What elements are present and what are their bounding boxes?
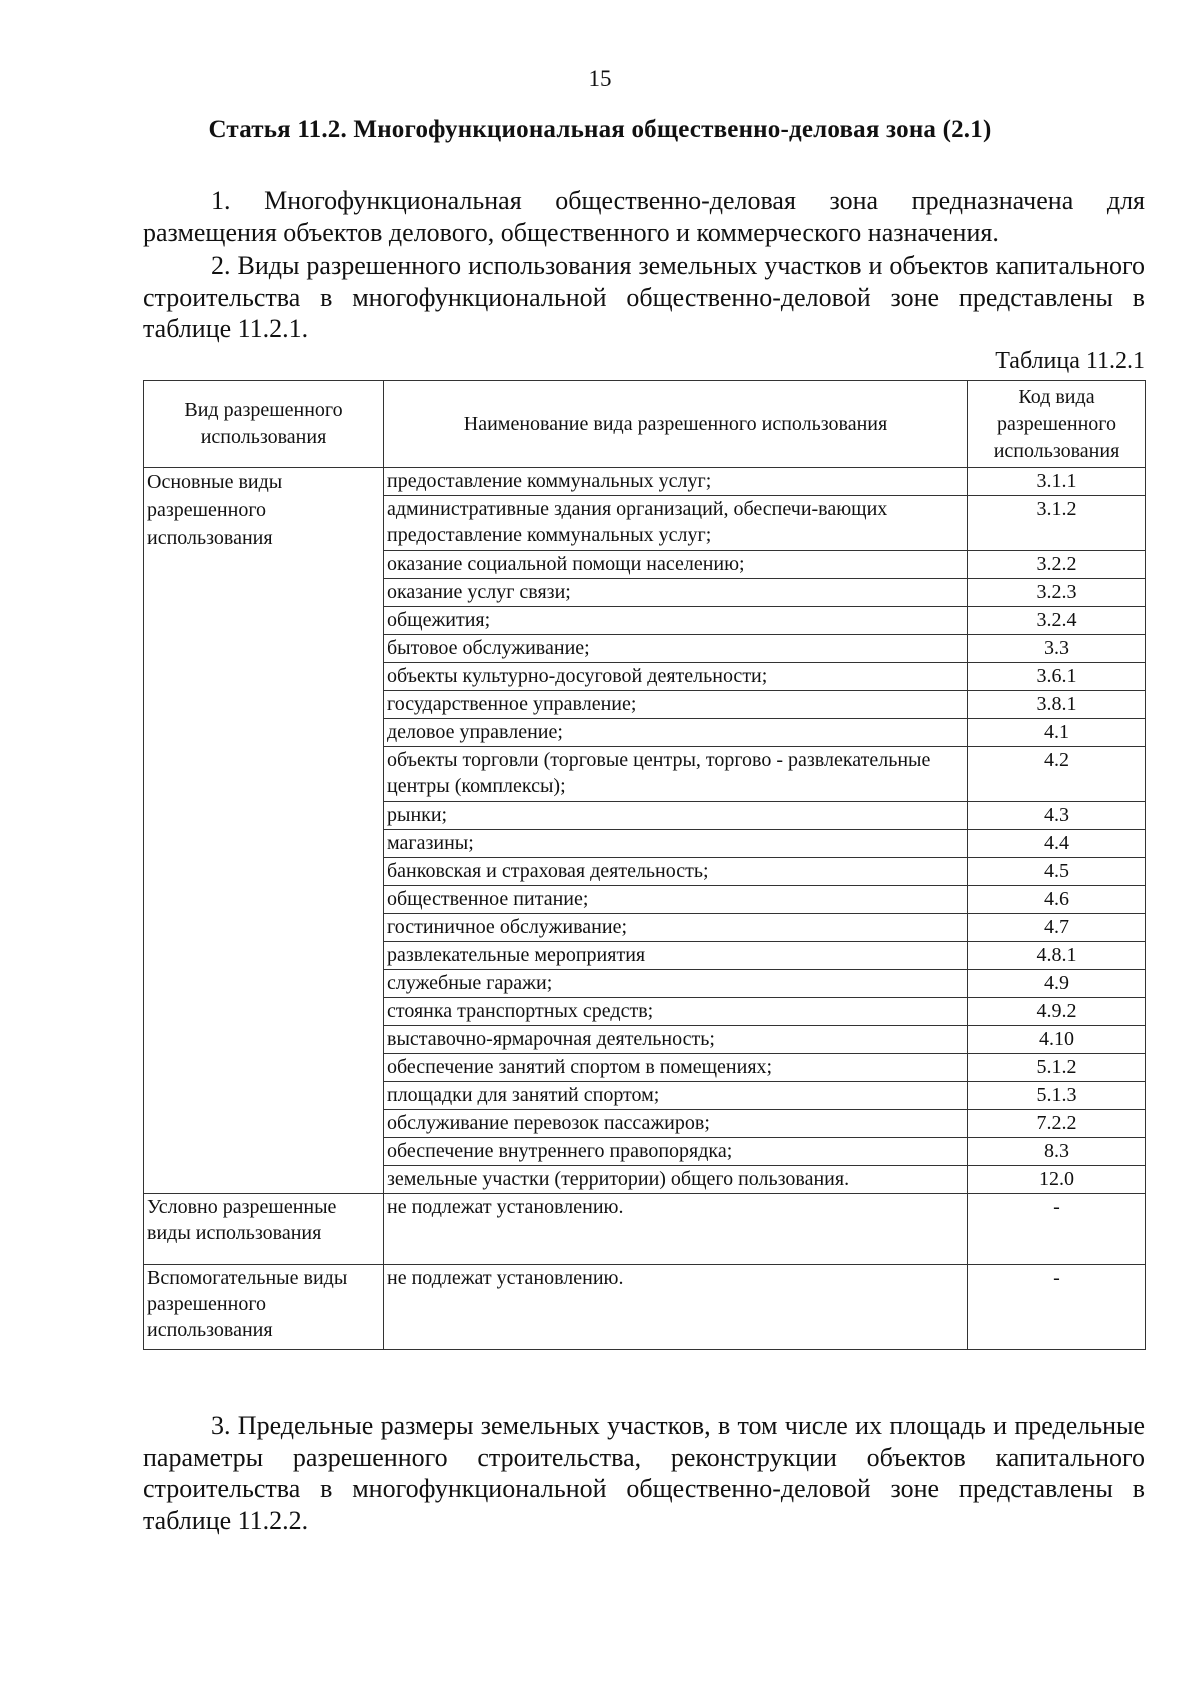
use-code-cell: 4.10 — [968, 1026, 1146, 1054]
use-name-cell: не подлежат установлению. — [384, 1194, 968, 1265]
use-code-cell: 4.9.2 — [968, 998, 1146, 1026]
use-name-cell: обслуживание перевозок пассажиров; — [384, 1110, 968, 1138]
use-code-cell: 4.9 — [968, 970, 1146, 998]
use-code-cell: 4.6 — [968, 886, 1146, 914]
table-row — [144, 468, 1146, 496]
use-code-cell: 4.3 — [968, 802, 1146, 830]
use-name-cell: общественное питание; — [384, 886, 968, 914]
use-name-cell: магазины; — [384, 830, 968, 858]
table-header-row — [144, 381, 1146, 468]
use-name-cell: объекты культурно-досуговой деятельности; — [384, 663, 968, 691]
use-name-cell: государственное управление; — [384, 691, 968, 719]
table-row — [144, 1265, 1146, 1350]
group-main-uses: Основные виды разрешенного использования — [144, 468, 384, 1194]
use-code-cell: 3.2.3 — [968, 579, 1146, 607]
permitted-uses-table — [143, 380, 1146, 1350]
header-code: Код вида разрешенного использования — [968, 381, 1146, 468]
use-name-cell: административные здания организаций, обеспечи-вающих предоставление коммунальных услуг; — [384, 496, 968, 551]
table-caption: Таблица 11.2.1 — [995, 348, 1145, 374]
use-name-cell: площадки для занятий спортом; — [384, 1082, 968, 1110]
use-name-cell: общежития; — [384, 607, 968, 635]
use-code-cell: 3.2.4 — [968, 607, 1146, 635]
use-name-cell: объекты торговли (торговые центры, торгово - развлекательные центры (комплексы); — [384, 747, 968, 802]
paragraph-3: 3. Предельные размеры земельных участков, в том числе их площадь и предельные параметры разрешенного строительства, реконструкции объектов капитального строительства в многофункциональной общественно-деловой зоне представлены в таблице 11.2.2. — [143, 1411, 1145, 1535]
use-name-cell: обеспечение занятий спортом в помещениях; — [384, 1054, 968, 1082]
use-name-cell: предоставление коммунальных услуг; — [384, 468, 968, 496]
use-code-cell: 3.1.2 — [968, 496, 1146, 551]
use-code-cell: 3.1.1 — [968, 468, 1146, 496]
use-code-cell: 7.2.2 — [968, 1110, 1146, 1138]
paragraph-1: 1. Многофункциональная общественно-деловая зона предназначена для размещения объектов делового, общественного и коммерческого назначения. — [143, 186, 1145, 247]
use-code-cell: 4.8.1 — [968, 942, 1146, 970]
use-code-cell: - — [968, 1265, 1146, 1350]
table-body — [144, 468, 1146, 1350]
use-code-cell: 4.2 — [968, 747, 1146, 802]
use-code-cell: 4.5 — [968, 858, 1146, 886]
use-code-cell: - — [968, 1194, 1146, 1265]
use-code-cell: 3.6.1 — [968, 663, 1146, 691]
use-code-cell: 12.0 — [968, 1166, 1146, 1194]
use-name-cell: земельные участки (территории) общего пользования. — [384, 1166, 968, 1194]
use-name-cell: рынки; — [384, 802, 968, 830]
use-name-cell: оказание социальной помощи населению; — [384, 551, 968, 579]
group-conditional-uses: Условно разрешенные виды использования — [144, 1194, 384, 1265]
paragraph-2: 2. Виды разрешенного использования земельных участков и объектов капитального строительства в многофункциональной общественно-деловой зоне представлены в таблице 11.2.1. — [143, 251, 1145, 343]
use-code-cell: 4.1 — [968, 719, 1146, 747]
use-code-cell: 8.3 — [968, 1138, 1146, 1166]
page-number: 15 — [588, 66, 612, 91]
article-heading: Статья 11.2. Многофункциональная общественно-деловая зона (2.1) — [208, 116, 992, 143]
use-code-cell: 5.1.3 — [968, 1082, 1146, 1110]
use-name-cell: бытовое обслуживание; — [384, 635, 968, 663]
table-row — [144, 1194, 1146, 1265]
use-name-cell: оказание услуг связи; — [384, 579, 968, 607]
header-name: Наименование вида разрешенного использования — [384, 381, 968, 468]
use-name-cell: не подлежат установлению. — [384, 1265, 968, 1350]
use-name-cell: развлекательные мероприятия — [384, 942, 968, 970]
use-code-cell: 4.7 — [968, 914, 1146, 942]
use-name-cell: выставочно-ярмарочная деятельность; — [384, 1026, 968, 1054]
use-code-cell: 3.3 — [968, 635, 1146, 663]
use-code-cell: 3.2.2 — [968, 551, 1146, 579]
header-type: Вид разрешенного использования — [144, 381, 384, 468]
use-code-cell: 3.8.1 — [968, 691, 1146, 719]
use-code-cell: 4.4 — [968, 830, 1146, 858]
group-auxiliary-uses: Вспомогательные виды разрешенного использования — [144, 1265, 384, 1350]
use-code-cell: 5.1.2 — [968, 1054, 1146, 1082]
use-name-cell: служебные гаражи; — [384, 970, 968, 998]
use-name-cell: гостиничное обслуживание; — [384, 914, 968, 942]
use-name-cell: деловое управление; — [384, 719, 968, 747]
use-name-cell: стоянка транспортных средств; — [384, 998, 968, 1026]
use-name-cell: банковская и страховая деятельность; — [384, 858, 968, 886]
use-name-cell: обеспечение внутреннего правопорядка; — [384, 1138, 968, 1166]
